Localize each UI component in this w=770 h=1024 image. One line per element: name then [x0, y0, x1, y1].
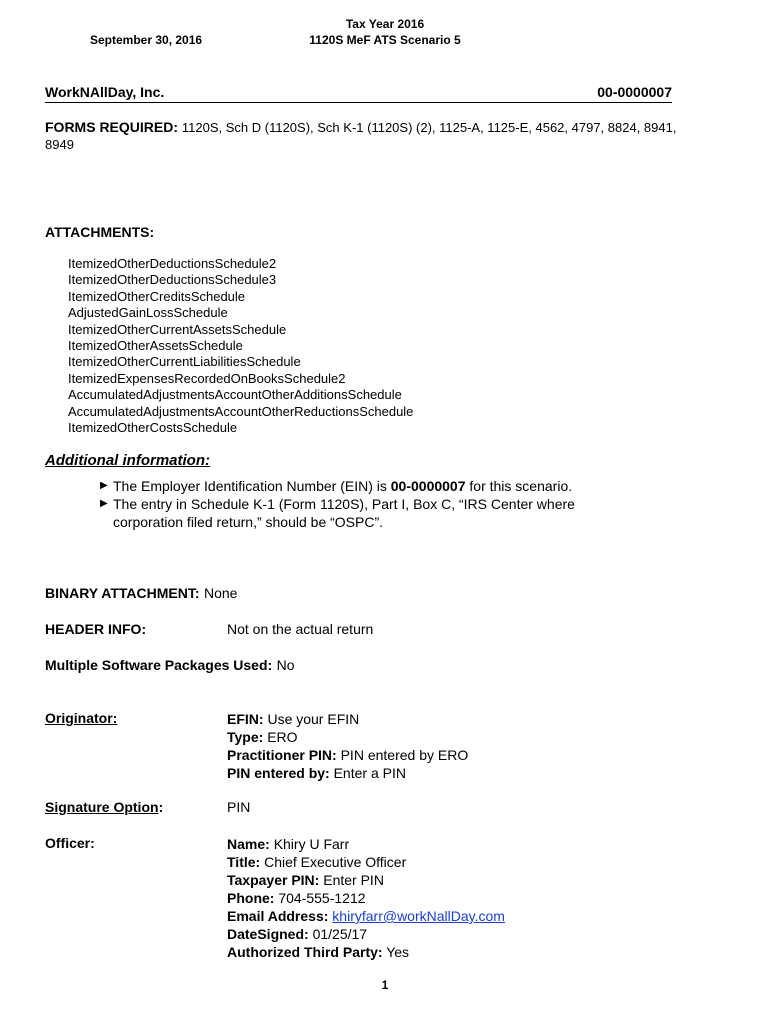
pin-entered-by-value: Enter a PIN	[333, 765, 406, 781]
name-label: Name:	[227, 836, 270, 852]
list-item: ItemizedOtherDeductionsSchedule3	[68, 272, 277, 288]
list-item: ItemizedOtherDeductionsSchedule2	[68, 256, 277, 271]
officer-name	[227, 835, 505, 853]
bullet1-text: The Employer Identification Number (EIN) is	[113, 478, 391, 494]
officer-phone	[227, 889, 505, 907]
list-item: ItemizedOtherCurrentLiabilitiesSchedule	[68, 354, 301, 370]
officer-label: Officer:	[45, 835, 95, 851]
date-signed-value: 01/25/17	[312, 926, 368, 942]
list-item: AccumulatedAdjustmentsAccountOtherReductionsSchedule	[68, 403, 414, 419]
taxpayer-pin-label: Taxpayer PIN:	[227, 872, 320, 888]
page-number: 1	[381, 978, 389, 992]
list-item	[100, 495, 640, 531]
type-value: ERO	[267, 729, 298, 745]
originator-type	[227, 728, 468, 746]
attachments-label: ATTACHMENTS:	[45, 224, 155, 240]
forms-required-value: 1120S, Sch D (1120S), Sch K-1 (1120S) (2), 1125-A, 1125-E, 4562, 4797, 8824, 8941, 8949	[45, 120, 677, 152]
signature-option-label: Signature Option	[45, 799, 159, 815]
signature-option-heading	[45, 799, 163, 815]
document-date: September 30, 2016	[90, 33, 203, 47]
list-item: ItemizedOtherAssetsSchedule	[68, 338, 243, 354]
scenario-title: 1120S MeF ATS Scenario 5	[309, 33, 461, 47]
officer-third-party	[227, 943, 505, 961]
list-item: ItemizedOtherCreditsSchedule	[68, 288, 246, 304]
company-ein: 00-0000007	[597, 84, 672, 100]
header-info-label: HEADER INFO:	[45, 621, 147, 637]
originator-label: Originator:	[45, 710, 118, 726]
tax-year: Tax Year 2016	[345, 17, 425, 31]
company-row	[45, 84, 672, 103]
officer-details	[227, 835, 505, 961]
company-name: WorkNAllDay, Inc.	[45, 84, 165, 100]
list-item	[100, 477, 640, 495]
date-signed-label: DateSigned:	[227, 926, 309, 942]
additional-info-heading	[45, 452, 210, 469]
practitioner-pin-label: Practitioner PIN:	[227, 747, 337, 763]
title-value: Chief Executive Officer	[264, 854, 407, 870]
practitioner-pin-value: PIN entered by ERO	[340, 747, 469, 763]
bullet1-ein: 00-0000007	[390, 478, 466, 494]
multiple-software	[45, 657, 295, 675]
email-label: Email Address:	[227, 908, 329, 924]
officer-title	[227, 853, 505, 871]
additional-info-label: Additional information	[45, 452, 205, 469]
document-heading	[270, 16, 500, 48]
list-item: ItemizedOtherCostsSchedule	[68, 420, 238, 436]
list-item: ItemizedExpensesRecordedOnBooksSchedule2	[68, 370, 346, 386]
binary-attachment-label: BINARY ATTACHMENT:	[45, 585, 200, 601]
binary-attachment	[45, 585, 237, 603]
list-item: ItemizedOtherCurrentAssetsSchedule	[68, 321, 287, 337]
signature-option-value: PIN	[227, 799, 251, 815]
efin-value: Use your EFIN	[267, 711, 360, 727]
phone-value: 704-555-1212	[278, 890, 366, 906]
phone-label: Phone:	[227, 890, 275, 906]
originator-pin-by	[227, 764, 468, 782]
type-label: Type:	[227, 729, 264, 745]
bullet-triangle-icon: ▶	[100, 498, 108, 509]
bullet1-text-end: for this scenario.	[465, 478, 573, 494]
title-label: Title:	[227, 854, 261, 870]
additional-info-colon: :	[204, 452, 210, 469]
third-party-label: Authorized Third Party:	[227, 944, 383, 960]
officer-date-signed	[227, 925, 505, 943]
taxpayer-pin-value: Enter PIN	[323, 872, 384, 888]
additional-info-list	[100, 477, 640, 531]
list-item: AccumulatedAdjustmentsAccountOtherAdditionsSchedule	[68, 387, 402, 403]
list-item: AdjustedGainLossSchedule	[68, 305, 228, 321]
binary-attachment-value: None	[203, 585, 238, 601]
header-info-value: Not on the actual return	[227, 621, 374, 637]
pin-entered-by-label: PIN entered by:	[227, 765, 330, 781]
name-value: Khiry U Farr	[273, 836, 350, 852]
multiple-software-label: Multiple Software Packages Used:	[45, 657, 273, 673]
third-party-value: Yes	[386, 944, 410, 960]
originator-details	[227, 710, 468, 782]
email-link[interactable]: khiryfarr@workNallDay.com	[332, 908, 505, 924]
officer-taxpayer-pin	[227, 871, 505, 889]
originator-efin	[227, 710, 468, 728]
officer-email	[227, 907, 505, 925]
originator-pin	[227, 746, 468, 764]
forms-required	[45, 119, 705, 153]
bullet-triangle-icon: ▶	[100, 480, 108, 491]
bullet2-text: The entry in Schedule K-1 (Form 1120S), Part I, Box C, “IRS Center where corporation filed return,” should be “OSPC”.	[113, 496, 575, 530]
forms-required-label: FORMS REQUIRED:	[45, 119, 178, 135]
attachments-list	[68, 256, 413, 436]
efin-label: EFIN:	[227, 711, 264, 727]
multiple-software-value: No	[276, 657, 295, 673]
signature-option-colon: :	[158, 799, 164, 815]
